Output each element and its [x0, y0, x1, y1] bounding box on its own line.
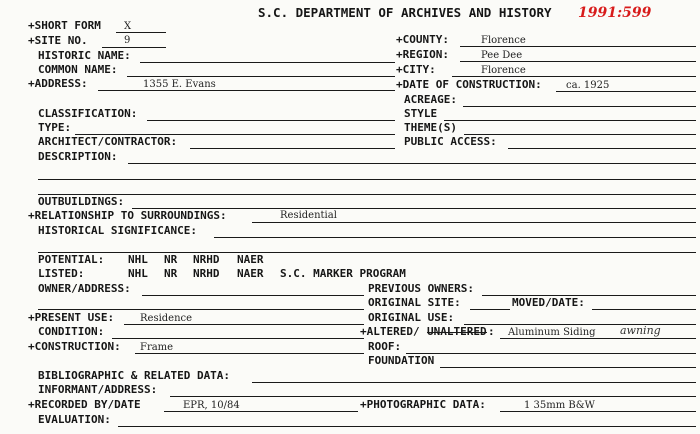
region-label: +REGION:: [396, 48, 449, 61]
owner-address-line-2: [38, 309, 364, 310]
foundation-label: FOUNDATION: [368, 354, 435, 367]
unaltered-label: UNALTERED: [427, 325, 487, 338]
construction-value[interactable]: Frame: [140, 342, 174, 353]
unaltered-strikethrough: [427, 332, 487, 333]
recorded-by-value[interactable]: EPR, 10/84: [183, 400, 240, 411]
description-line-3: [38, 194, 696, 195]
informant-line: [170, 396, 696, 397]
potential-nrhd[interactable]: NRHD: [193, 253, 220, 266]
construction-label: +CONSTRUCTION:: [28, 340, 121, 353]
condition-label: CONDITION:: [38, 325, 105, 338]
informant-label: INFORMANT/ADDRESS:: [38, 383, 158, 396]
site-no-line: [102, 47, 166, 48]
potential-nhl[interactable]: NHL: [128, 253, 148, 266]
evaluation-line: [118, 426, 696, 427]
evaluation-label: EVALUATION:: [38, 413, 111, 426]
common-name-line: [127, 76, 395, 77]
present-use-value[interactable]: Residence: [140, 313, 193, 324]
themes-line: [464, 134, 696, 135]
listed-label: LISTED:: [38, 267, 85, 280]
public-access-line: [508, 148, 696, 149]
relationship-value[interactable]: Residential: [280, 210, 337, 221]
outbuildings-label: OUTBUILDINGS:: [38, 195, 125, 208]
historical-significance-line-1: [214, 237, 696, 238]
acreage-label: ACREAGE:: [404, 93, 457, 106]
file-number-handwritten: 1991:599: [578, 5, 652, 21]
city-label: +CITY:: [396, 63, 436, 76]
altered-suffix-label: :: [488, 325, 495, 338]
potential-naer[interactable]: NAER: [237, 253, 264, 266]
relationship-label: +RELATIONSHIP TO SURROUNDINGS:: [28, 209, 227, 222]
page-title: S.C. DEPARTMENT OF ARCHIVES AND HISTORY: [258, 5, 552, 20]
listed-naer[interactable]: NAER: [237, 267, 264, 280]
classification-label: CLASSIFICATION:: [38, 107, 138, 120]
moved-date-line: [592, 309, 696, 310]
region-value[interactable]: Pee Dee: [481, 50, 523, 61]
county-label: +COUNTY:: [396, 33, 449, 46]
short-form-value[interactable]: X: [124, 21, 132, 32]
classification-line: [147, 120, 395, 121]
address-value[interactable]: 1355 E. Evans: [143, 79, 216, 90]
photographic-data-label: +PHOTOGRAPHIC DATA:: [360, 398, 486, 411]
date-of-construction-value[interactable]: ca. 1925: [566, 80, 610, 91]
bibliographic-label: BIBLIOGRAPHIC & RELATED DATA:: [38, 369, 231, 382]
original-site-line: [470, 309, 510, 310]
acreage-line: [463, 106, 696, 107]
owner-address-line-1: [142, 295, 364, 296]
altered-prefix-label: +ALTERED/: [360, 325, 420, 338]
common-name-label: COMMON NAME:: [38, 63, 118, 76]
address-label: +ADDRESS:: [28, 77, 88, 90]
site-no-value[interactable]: 9: [124, 35, 131, 46]
themes-label: THEME(S): [404, 121, 457, 134]
historic-name-line: [140, 62, 395, 63]
altered-value[interactable]: Aluminum Siding: [508, 327, 596, 338]
city-value[interactable]: Florence: [481, 65, 526, 76]
description-label: DESCRIPTION:: [38, 150, 118, 163]
foundation-line: [440, 367, 696, 368]
public-access-label: PUBLIC ACCESS:: [404, 135, 497, 148]
photographic-data-value[interactable]: 1 35mm B&W: [524, 400, 595, 411]
description-line-2: [38, 179, 696, 180]
site-no-label: +SITE NO.: [28, 34, 88, 47]
potential-nr[interactable]: NR: [164, 253, 178, 266]
present-use-label: +PRESENT USE:: [28, 311, 115, 324]
bibliographic-line: [252, 382, 696, 383]
county-value[interactable]: Florence: [481, 35, 526, 46]
style-label: STYLE: [404, 107, 438, 120]
altered-handwritten-value: awning: [620, 324, 661, 337]
listed-nhl[interactable]: NHL: [128, 267, 148, 280]
type-label: TYPE:: [38, 121, 72, 134]
original-use-line: [464, 324, 696, 325]
architect-label: ARCHITECT/CONTRACTOR:: [38, 135, 178, 148]
sc-marker-label[interactable]: S.C. MARKER PROGRAM: [280, 267, 406, 280]
description-line-1: [128, 163, 696, 164]
date-of-construction-label: +DATE OF CONSTRUCTION:: [396, 78, 542, 91]
owner-address-label: OWNER/ADDRESS:: [38, 282, 131, 295]
original-use-label: ORIGINAL USE:: [368, 311, 455, 324]
historic-name-label: HISTORIC NAME:: [38, 49, 131, 62]
potential-label: POTENTIAL:: [38, 253, 105, 266]
style-line: [444, 120, 696, 121]
roof-line: [406, 353, 696, 354]
historical-significance-label: HISTORICAL SIGNIFICANCE:: [38, 224, 197, 237]
relationship-line: [252, 222, 696, 223]
previous-owners-label: PREVIOUS OWNERS:: [368, 282, 474, 295]
roof-label: ROOF:: [368, 340, 402, 353]
listed-nr[interactable]: NR: [164, 267, 178, 280]
architect-line: [190, 148, 395, 149]
listed-nrhd[interactable]: NRHD: [193, 267, 220, 280]
short-form-label: +SHORT FORM: [28, 19, 101, 32]
original-site-label: ORIGINAL SITE:: [368, 296, 461, 309]
recorded-by-label: +RECORDED BY/DATE: [28, 398, 141, 411]
moved-date-label: MOVED/DATE:: [512, 296, 585, 309]
condition-line: [112, 338, 364, 339]
